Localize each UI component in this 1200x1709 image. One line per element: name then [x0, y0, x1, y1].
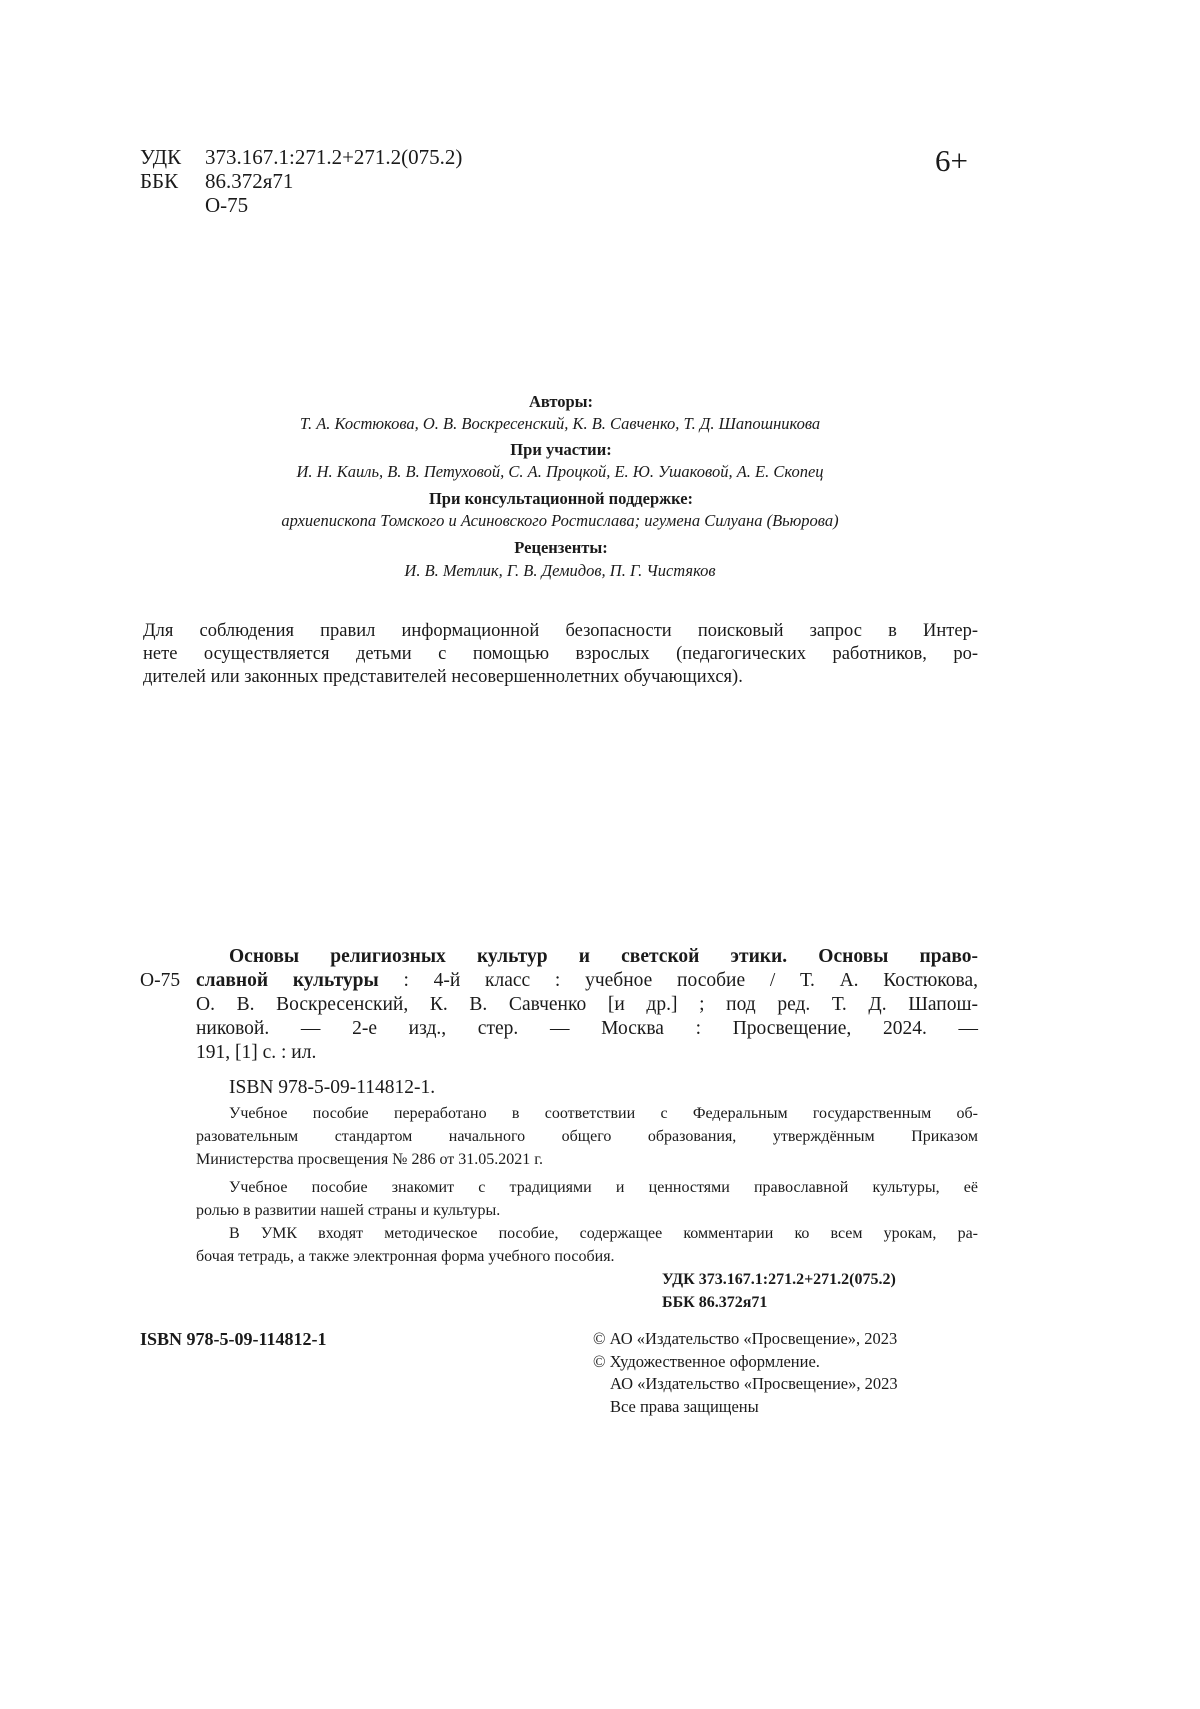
card-line: никовой. — 2-е изд., стер. — Москва : Просвещение, 2024. —: [196, 1018, 978, 1039]
card-bbk: ББК 86.372я71: [662, 1294, 768, 1311]
safety-notice-line: Для соблюдения правил информационной безопасности поисковый запрос в Интер-: [143, 621, 978, 641]
author-mark: О-75: [205, 193, 249, 217]
annotation-line: ролью в развитии нашей страны и культуры.: [196, 1202, 501, 1219]
annotation-line: разовательным стандартом начального общего образования, утверждённым Приказом: [196, 1128, 978, 1145]
consultation-heading: При консультационной поддержке:: [428, 489, 694, 508]
bbk-label: ББК: [140, 169, 179, 193]
card-title-rest: : 4-й класс : учебное пособие / Т. А. Костюкова,: [378, 970, 978, 991]
card-author-mark: О-75: [140, 970, 181, 991]
card-title-line: Основы религиозных культур и светской этики. Основы право-: [229, 946, 978, 967]
footer-isbn: ISBN 978-5-09-114812-1: [140, 1329, 327, 1349]
annotation-line: Учебное пособие переработано в соответствии с Федеральным государственным об-: [229, 1105, 978, 1122]
copyright-design-owner: АО «Издательство «Просвещение», 2023: [610, 1374, 898, 1393]
copyright-publisher: © АО «Издательство «Просвещение», 2023: [593, 1329, 898, 1348]
card-udk: УДК 373.167.1:271.2+271.2(075.2): [662, 1271, 896, 1288]
card-line: О. В. Воскресенский, К. В. Савченко [и др.] ; под ред. Т. Д. Шапош-: [196, 994, 978, 1015]
annotation-line: В УМК входят методическое пособие, содержащее комментарии ко всем урокам, ра-: [229, 1225, 978, 1242]
consultants-list: архиепископа Томского и Асиновского Ростислава; игумена Силуана (Вьюрова): [281, 511, 839, 530]
card-title-line2: [196, 971, 978, 991]
reviewers-list: И. В. Метлик, Г. В. Демидов, П. Г. Чистяков: [404, 561, 716, 580]
annotation-line: Министерства просвещения № 286 от 31.05.2021 г.: [196, 1151, 543, 1168]
card-title-bold: славной культуры: [196, 970, 379, 991]
udk-value: 373.167.1:271.2+271.2(075.2): [205, 145, 463, 169]
rights-reserved: Все права защищены: [610, 1397, 759, 1416]
copyright-design: © Художественное оформление.: [593, 1352, 820, 1371]
safety-notice-line: дителей или законных представителей несовершеннолетних обучающихся).: [143, 667, 743, 687]
card-line: 191, [1] с. : ил.: [196, 1042, 317, 1063]
participation-heading: При участии:: [510, 440, 612, 459]
authors-list: Т. А. Костюкова, О. В. Воскресенский, К. В. Савченко, Т. Д. Шапошникова: [299, 414, 821, 433]
participants-list: И. Н. Каиль, В. В. Петуховой, С. А. Процкой, Е. Ю. Ушаковой, А. Е. Скопец: [296, 462, 824, 481]
reviewers-heading: Рецензенты:: [514, 538, 608, 557]
age-rating: 6+: [935, 143, 968, 178]
authors-heading: Авторы:: [528, 392, 594, 411]
safety-notice-line: нете осуществляется детьми с помощью взрослых (педагогических работников, ро-: [143, 644, 978, 664]
annotation-line: Учебное пособие знакомит с традициями и ценностями православной культуры, её: [229, 1179, 978, 1196]
card-isbn: ISBN 978-5-09-114812-1.: [229, 1077, 436, 1098]
bbk-value: 86.372я71: [205, 169, 294, 193]
annotation-line: бочая тетрадь, а также электронная форма учебного пособия.: [196, 1248, 615, 1265]
udk-label: УДК: [140, 145, 182, 169]
